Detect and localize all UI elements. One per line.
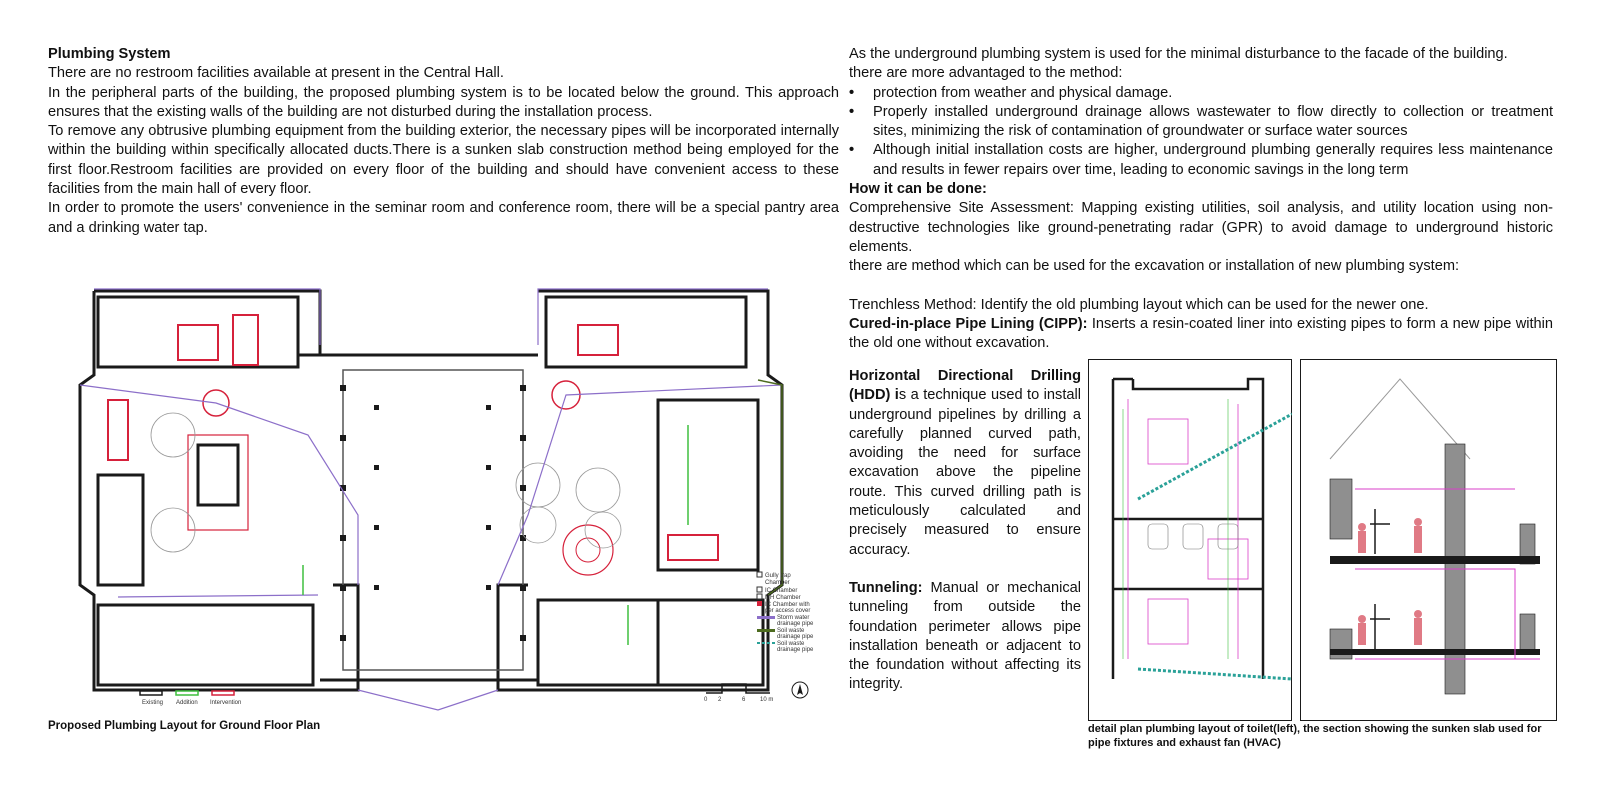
legend-label: Soil waste — [777, 641, 805, 647]
legend-label: Storm water — [777, 615, 810, 621]
methods-intro-text: there are method which can be used for the excavation or installation of new plumbing system: — [849, 258, 1460, 275]
legend-label: IC Chamber — [765, 588, 798, 594]
legend-label: MH Chamber — [765, 595, 801, 601]
legend-label: drainage pipe — [777, 634, 814, 640]
cipp-text: Inserts a resin-coated liner into existing pipes to form a new pipe within the old one without excavation. — [849, 315, 1554, 352]
sunken-slab-section-drawing — [1300, 359, 1557, 721]
plan-key — [140, 691, 241, 706]
key-label: Addition — [176, 700, 198, 706]
plan-caption: Proposed Plumbing Layout for Ground Floor Plan — [48, 720, 321, 732]
scale-label: 2 — [718, 697, 722, 703]
advantage-item: • protection from weather and physical damage. — [873, 84, 1553, 103]
legend-label: drainage pipe — [777, 621, 814, 627]
plan-legend — [757, 572, 814, 653]
right-intro-1: As the underground plumbing system is used for the minimal disturbance to the facade of the building. — [849, 46, 1508, 62]
right-intro-2: there are more advantaged to the method: — [849, 65, 1123, 82]
legend-label: per access cover — [765, 608, 811, 614]
site-assessment-text: Comprehensive Site Assessment: Mapping existing utilities, soil analysis, and utility location using non-destructive technologies like ground-penetrating radar (GPR) to avoid damage to underground historic elements. — [849, 200, 1553, 255]
trenchless-text: Trenchless Method: Identify the old plumbing layout which can be used for the newer one. — [849, 296, 1429, 313]
tunneling-text: Manual or mechanical tunneling from outside the foundation perimeter allows pipe installation beneath or adjacent to the foundation without affecting its integrity. — [849, 579, 1081, 693]
scale-label: 6 — [742, 697, 746, 703]
detail-caption: detail plan plumbing layout of toilet(left), the section showing the sunken slab used for pipe fixtures and exhaust fan (HVAC) — [1088, 723, 1542, 749]
left-text-column — [48, 45, 839, 238]
advantage-item: • Although initial installation costs are higher, underground plumbing generally requires less maintenance and results in fewer repairs over time, leading to economic savings in the long term — [873, 141, 1553, 180]
key-label: Existing — [142, 700, 164, 706]
toilet-detail-plan-drawing — [1088, 359, 1292, 721]
scale-bar — [704, 684, 773, 703]
key-label: Intervention — [210, 700, 242, 706]
scale-label: 10 m — [760, 697, 774, 703]
left-paragraph-2: In the peripheral parts of the building, the proposed plumbing system is to be located below the ground. This approach ensures that the existing walls of the building are not disturbed during the installation process. — [48, 84, 839, 120]
legend-label: Gully trap — [765, 573, 791, 579]
plumbing-heading: Plumbing System — [48, 46, 171, 62]
methods-column — [849, 367, 1081, 695]
hdd-label: Horizontal Directional Drilling (HDD) i — [849, 368, 1081, 404]
how-heading: How it can be done: — [849, 181, 987, 198]
cipp-label: Cured-in-place Pipe Lining (CIPP): — [849, 315, 1088, 332]
legend-label: IC Chamber with — [765, 602, 810, 608]
advantage-item: • Properly installed underground drainage allows wastewater to flow directly to collection or treatment sites, minimizing the risk of contamination of groundwater or surface water sources — [873, 103, 1553, 142]
left-paragraph-4: In order to promote the users' convenience in the seminar room and conference room, there will be a special pantry area and a drinking water tap. — [48, 200, 839, 236]
ground-floor-plan-drawing — [58, 285, 838, 715]
tunneling-label: Tunneling: — [849, 579, 923, 596]
advantages-list — [849, 84, 1553, 180]
legend-label: Soil waste — [777, 628, 805, 634]
scale-label: 0 — [704, 697, 708, 703]
right-text-column — [849, 45, 1553, 353]
legend-label: Chamber — [765, 580, 790, 586]
legend-label: drainage pipe — [777, 647, 814, 653]
hdd-text: s a technique used to install underground pipelines by drilling a carefully planned curved path, avoiding the need for surface excavation above the pipeline route. This curved drilling path is meticulously calculated and precisely measured to ensure accuracy. — [849, 387, 1081, 558]
left-paragraph-1: There are no restroom facilities available at present in the Central Hall. — [48, 65, 504, 82]
left-paragraph-3: To remove any obtrusive plumbing equipment from the building exterior, the necessary pipes will be incorporated internally within the building within specifically allocated ducts.There is a sunken slab construction method being employed for the first floor.Restroom facilities are provided on every floor of the building and should have convenient access to these facilities from the main hall of every floor. — [48, 123, 839, 198]
